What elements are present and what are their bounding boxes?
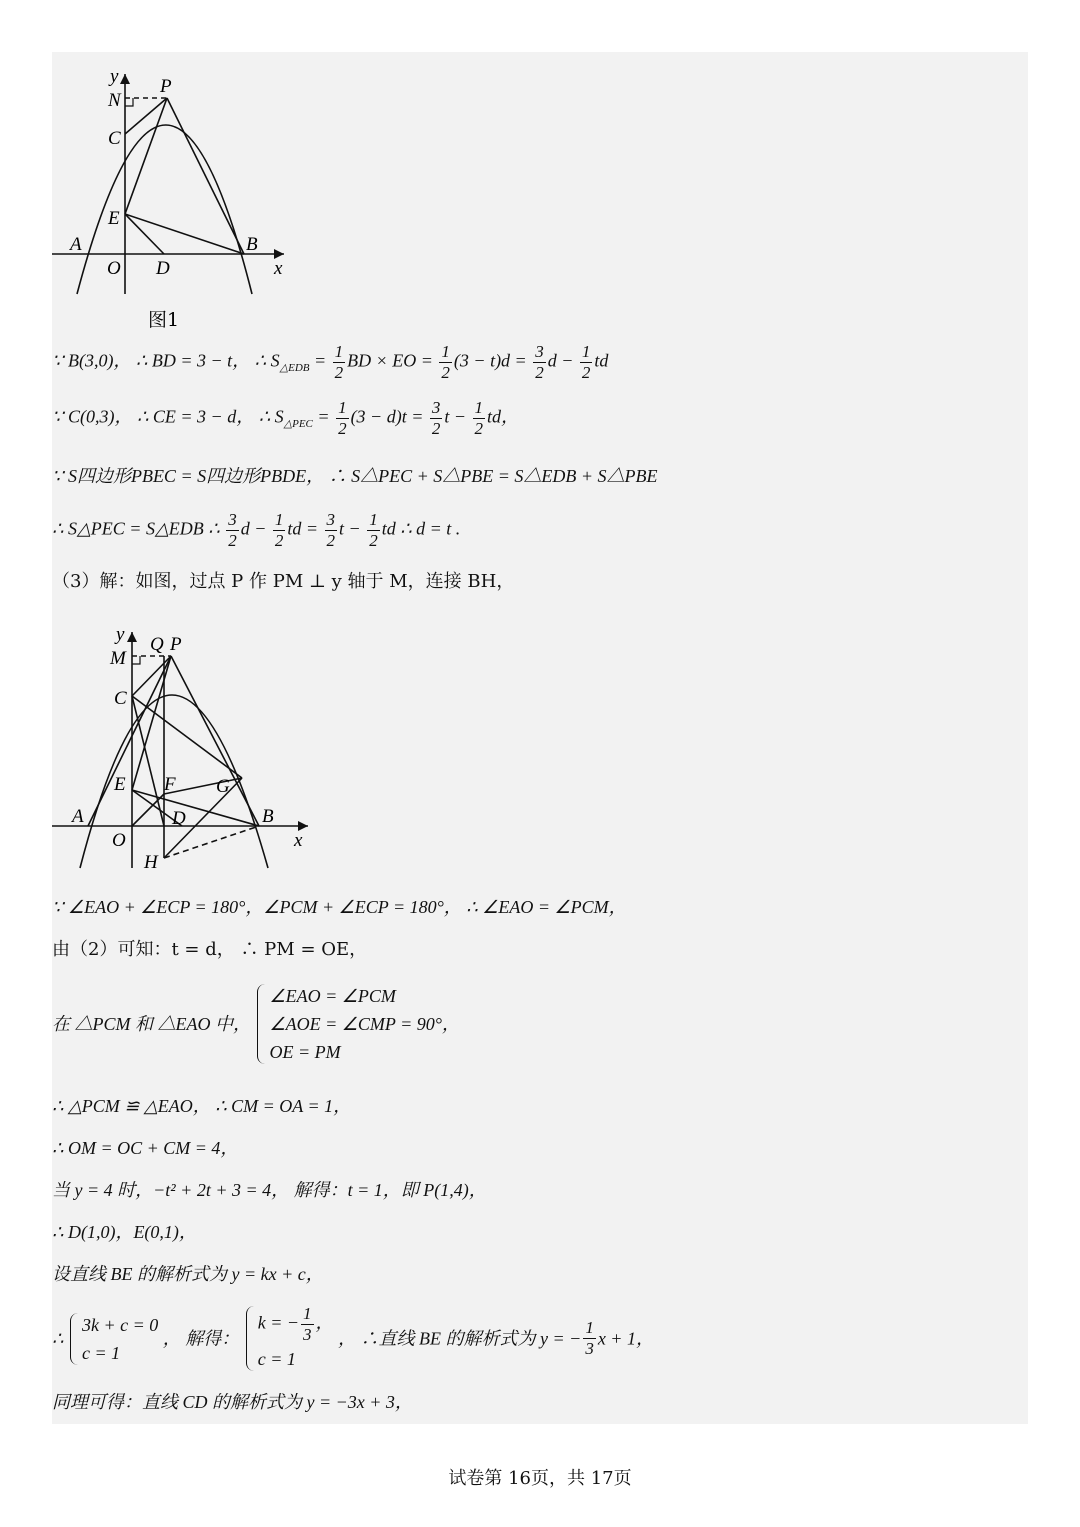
line-3: ∵ S四边形PBEC = S四边形PBDE， ∴ S△PEC + S△PBE = S△EDB + S△PBE: [52, 466, 658, 486]
fig2-label-d: D: [172, 808, 186, 829]
fig2-label-m: M: [110, 648, 126, 669]
line-9: ∴ △PCM ≌ △EAO， ∴ CM = OA = 1，: [52, 1096, 352, 1116]
system-brace-1: 3k + c = 0 c = 1: [68, 1311, 158, 1367]
fig1-label-n: N: [108, 90, 121, 111]
fig2-label-c: C: [114, 688, 127, 709]
fig2-label-f: F: [164, 774, 176, 795]
line-10: ∴ OM = OC + CM = 4，: [52, 1138, 239, 1158]
y-axis-arrow: [120, 74, 130, 84]
y-axis-arrow: [127, 632, 137, 642]
fig2-label-q: Q: [150, 634, 164, 655]
fig2-label-g: G: [216, 776, 230, 797]
line-5: （3）解：如图，过点 P 作 PM ⊥ y 轴于 M，连接 BH，: [52, 571, 515, 592]
figure-1: [52, 64, 312, 334]
fig1-label-b: B: [246, 234, 258, 255]
fig1-label-a: A: [70, 234, 82, 255]
segment-eb: [125, 214, 244, 254]
fig1-label-d: D: [156, 258, 170, 279]
segment-pb: [167, 98, 244, 254]
line-4: ∴ S△PEC = S△EDB ∴ $\frac{3}{2}$ d − $\frac{1}{2}$ td = $\frac{3}{2}$ t − $\frac{1}{2}$ td ∴ d = t .: [52, 510, 461, 550]
line-12: ∴ D(1,0)，E(0,1)，: [52, 1222, 197, 1242]
fig1-label-c: C: [108, 128, 121, 149]
line-1: ∵ B(3,0)， ∴ BD = 3 − t， ∴ $S_{\triangle EDB}$ = $\frac{1}{2}$ BD × EO = $\frac{1}{2}$ (3 − t)d = $\frac{3}{2}$ d − $\frac{1}{2}$ td: [52, 342, 609, 382]
right-angle-m: [132, 656, 140, 664]
right-angle-n: [125, 98, 133, 106]
segment-fg: [164, 778, 242, 794]
document-page: [52, 52, 1028, 1424]
line-14: ∴ 3k + c = 0 c = 1 ， 解得： k = − $\frac{1}{3}$ ， c = 1 ， ∴直线 BE 的解析式为 y = − $\frac{1}{3}$ x + 1，: [52, 1304, 654, 1373]
fig1-label-p: P: [160, 76, 172, 97]
fig2-label-a: A: [72, 806, 84, 827]
line-6: ∵ ∠EAO + ∠ECP = 180°，∠PCM + ∠ECP = 180°， ∴ ∠EAO = ∠PCM，: [52, 897, 627, 917]
fig1-label-x: x: [274, 258, 283, 279]
line-8: 在 △PCM 和 △EAO 中， ∠EAO = ∠PCM ∠AOE = ∠CMP = 90°， OE = PM: [52, 982, 460, 1066]
line-2: ∵ C(0,3)， ∴ CE = 3 − d， ∴ $S_{\triangle PEC}$ = $\frac{1}{2}$ (3 − d)t = $\frac{3}{2}$ t − $\frac{1}{2}$ td，: [52, 398, 520, 438]
fig1-caption: 图1: [148, 309, 180, 331]
page-footer: 试卷第 16页，共 17页: [448, 1468, 632, 1489]
fig2-label-y: y: [116, 624, 125, 645]
line-11: 当 y = 4 时，−t² + 2t + 3 = 4， 解得：t = 1，即 P(1,4)，: [52, 1180, 487, 1200]
fig2-label-b: B: [262, 806, 274, 827]
line-13: 设直线 BE 的解析式为 y = kx + c，: [52, 1264, 324, 1284]
fig2-label-o: O: [112, 830, 126, 851]
figure-2: [52, 618, 322, 878]
system-brace: ∠EAO = ∠PCM ∠AOE = ∠CMP = 90°， OE = PM: [255, 982, 459, 1066]
fig1-label-y: y: [110, 66, 119, 87]
fig2-label-h: H: [144, 852, 158, 873]
segment-pb: [171, 656, 259, 826]
fig1-label-e: E: [108, 208, 120, 229]
fig1-label-o: O: [107, 258, 121, 279]
fig2-label-x: x: [294, 830, 303, 851]
system-brace-2: k = − $\frac{1}{3}$ ， c = 1: [244, 1304, 334, 1373]
fig2-label-e: E: [114, 774, 126, 795]
line-15: 同理可得：直线 CD 的解析式为 y = −3x + 3，: [52, 1392, 413, 1412]
segment-hb-dashed: [164, 826, 259, 858]
line-7: 由（2）可知：t = d， ∴ PM = OE，: [52, 939, 368, 960]
fig2-label-p: P: [170, 634, 182, 655]
